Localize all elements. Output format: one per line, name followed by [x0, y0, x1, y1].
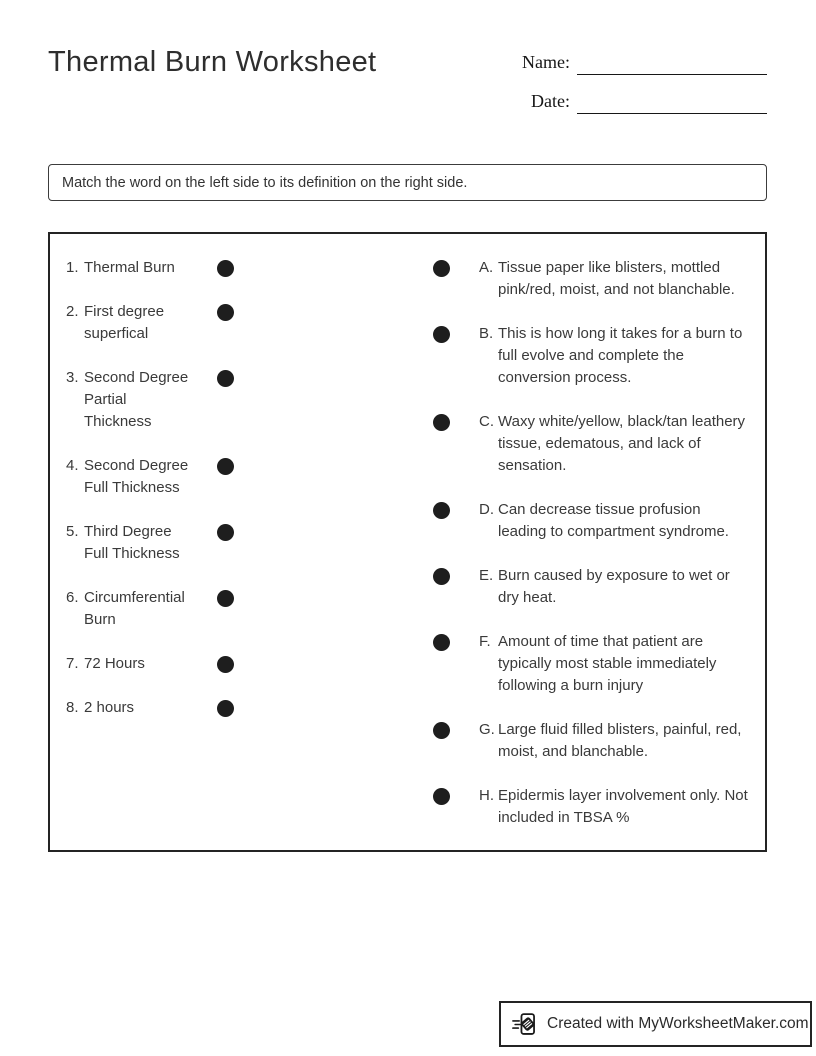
term-text: Second Degree Partial Thickness [84, 369, 189, 430]
page-title: Thermal Burn Worksheet [48, 46, 377, 78]
definition-text: Large fluid filled blisters, painful, red, moist, and blanchable. [498, 721, 742, 760]
match-dot-right-f[interactable] [433, 634, 450, 651]
definition-item-d [433, 499, 753, 543]
definition-letter: C. [479, 413, 494, 430]
date-input-line[interactable] [577, 87, 767, 114]
term-number: 5. [66, 523, 79, 540]
match-dot-left-5[interactable] [217, 524, 234, 541]
term-item-8 [66, 697, 234, 719]
definition-item-e [433, 565, 753, 609]
term-item-6 [66, 587, 234, 631]
term-text: First degree superfical [84, 303, 165, 342]
match-dot-right-b[interactable] [433, 326, 450, 343]
term-item-5 [66, 521, 234, 565]
definition-text: Epidermis layer involvement only. Not included in TBSA % [498, 787, 748, 826]
definition-letter: B. [479, 325, 494, 342]
match-dot-left-2[interactable] [217, 304, 234, 321]
matching-area [48, 232, 767, 852]
definition-text: Waxy white/yellow, black/tan leathery tissue, edematous, and lack of sensation. [498, 413, 746, 474]
name-field-row [522, 48, 767, 75]
definition-letter: E. [479, 567, 494, 584]
term-number: 3. [66, 369, 79, 386]
definition-letter: A. [479, 259, 494, 276]
term-text-wrap [66, 257, 190, 279]
term-item-4 [66, 455, 234, 499]
definition-text: Amount of time that patient are typically most stable immediately following a burn injury [498, 633, 717, 694]
terms-column [66, 257, 234, 741]
term-number: 7. [66, 655, 79, 672]
match-dot-right-d[interactable] [433, 502, 450, 519]
match-dot-left-3[interactable] [217, 370, 234, 387]
term-text-wrap [66, 301, 190, 345]
date-label: Date: [531, 91, 570, 111]
term-number: 1. [66, 259, 79, 276]
term-text-wrap [66, 697, 190, 719]
match-dot-left-7[interactable] [217, 656, 234, 673]
definition-item-a [433, 257, 753, 301]
term-item-1 [66, 257, 234, 279]
definition-text: Can decrease tissue profusion leading to compartment syndrome. [498, 501, 729, 540]
match-dot-left-6[interactable] [217, 590, 234, 607]
match-dot-right-g[interactable] [433, 722, 450, 739]
credit-box [499, 1001, 812, 1047]
term-text-wrap [66, 455, 190, 499]
definition-letter: D. [479, 501, 494, 518]
name-label: Name: [522, 52, 570, 72]
definition-text: Tissue paper like blisters, mottled pink/red, moist, and not blanchable. [498, 259, 735, 298]
name-input-line[interactable] [577, 48, 767, 75]
instructions-box [48, 164, 767, 201]
instructions-text: Match the word on the left side to its definition on the right side. [62, 174, 468, 191]
term-text: Second Degree Full Thickness [84, 457, 189, 496]
definition-letter: F. [479, 633, 491, 650]
definitions-column [433, 257, 753, 851]
term-text-wrap [66, 653, 190, 675]
term-text-wrap [66, 587, 190, 631]
term-text: Circumferential Burn [84, 589, 185, 628]
definition-text: This is how long it takes for a burn to full evolve and complete the conversion process. [498, 325, 743, 386]
term-number: 2. [66, 303, 79, 320]
term-text: 72 Hours [84, 655, 145, 672]
credit-text: Created with MyWorksheetMaker.com [547, 1015, 809, 1032]
definition-letter: G. [479, 721, 495, 738]
term-number: 8. [66, 699, 79, 716]
date-field-row [531, 87, 767, 114]
definition-item-f [433, 631, 753, 697]
definition-letter: H. [479, 787, 494, 804]
match-dot-right-e[interactable] [433, 568, 450, 585]
term-text: Thermal Burn [84, 259, 175, 276]
match-dot-left-1[interactable] [217, 260, 234, 277]
definition-item-h [433, 785, 753, 829]
term-text: 2 hours [84, 699, 135, 716]
definition-item-c [433, 411, 753, 477]
definition-item-b [433, 323, 753, 389]
term-number: 6. [66, 589, 79, 606]
definition-text: Burn caused by exposure to wet or dry heat. [498, 567, 730, 606]
term-item-2 [66, 301, 234, 345]
match-dot-right-a[interactable] [433, 260, 450, 277]
match-dot-right-c[interactable] [433, 414, 450, 431]
term-text: Third Degree Full Thickness [84, 523, 180, 562]
match-dot-left-8[interactable] [217, 700, 234, 717]
term-text-wrap [66, 367, 190, 433]
term-number: 4. [66, 457, 79, 474]
term-item-7 [66, 653, 234, 675]
worksheetmaker-logo-icon [512, 1011, 539, 1038]
match-dot-right-h[interactable] [433, 788, 450, 805]
definition-item-g [433, 719, 753, 763]
term-text-wrap [66, 521, 190, 565]
term-item-3 [66, 367, 234, 433]
match-dot-left-4[interactable] [217, 458, 234, 475]
